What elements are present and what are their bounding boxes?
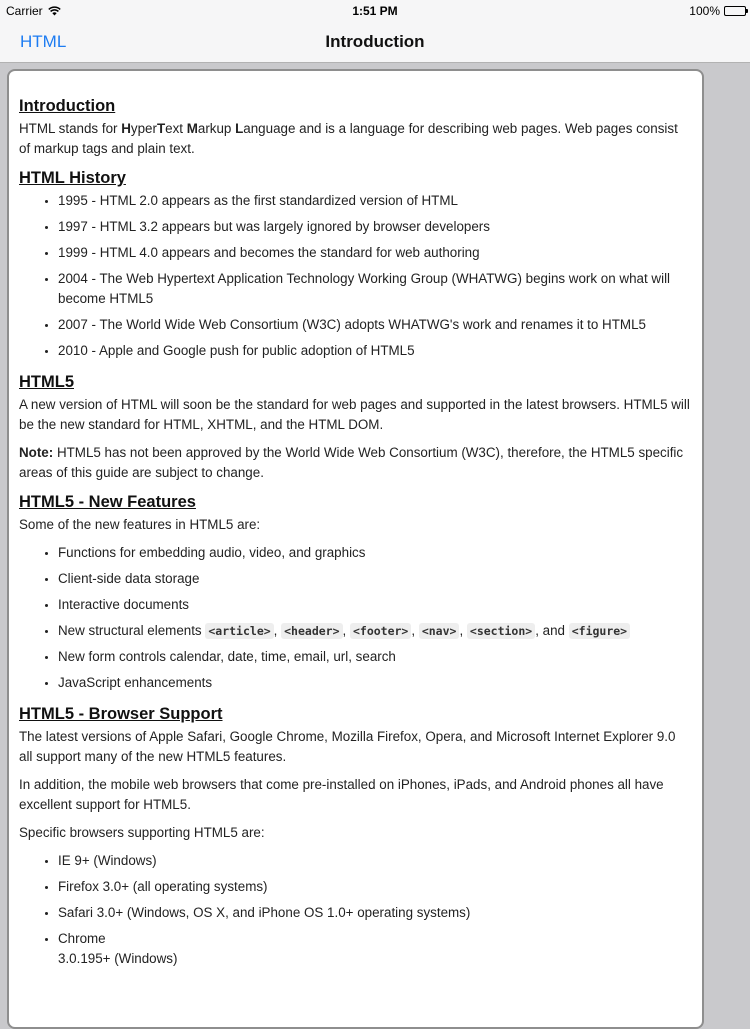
list-item: • 1995 - HTML 2.0 appears as the first standardized version of HTML — [58, 191, 692, 211]
support-paragraph-3: Specific browsers supporting HTML5 are: — [19, 825, 265, 840]
status-time: 1:51 PM — [352, 4, 398, 18]
article-content — [9, 71, 702, 969]
code-tag: <footer> — [350, 623, 411, 639]
list-item: • Safari 3.0+ (Windows, OS X, and iPhone OS 1.0+ operating systems) — [58, 903, 692, 923]
html5-heading: HTML5 — [19, 373, 74, 391]
list-item: • 2010 - Apple and Google push for public adoption of HTML5 — [58, 341, 692, 361]
status-right — [689, 4, 746, 18]
back-button[interactable]: HTML — [20, 32, 67, 51]
list-item: • Functions for embedding audio, video, and graphics — [58, 543, 692, 563]
list-item: • 2004 - The Web Hypertext Application Technology Working Group (WHATWG) begins work on what will become HTML5 — [58, 269, 692, 309]
code-tag: <header> — [281, 623, 342, 639]
list-item: • New form controls calendar, date, time, email, url, search — [58, 647, 692, 667]
page-title: Introduction — [325, 32, 425, 51]
html5-paragraph: A new version of HTML will soon be the standard for web pages and supported in the latest browsers. HTML5 will be the new standard for HTML, XHTML, and the HTML DOM. — [19, 397, 690, 432]
list-item-structural-elements: • New structural elements <article> , <header> , <footer> , <nav> , <section> , and <figure> — [58, 621, 692, 641]
history-heading: HTML History — [19, 169, 126, 187]
code-tag: <section> — [467, 623, 535, 639]
navigation-bar — [0, 22, 750, 63]
list-item-chrome: • Chrome 3.0.195+ (Windows) — [58, 929, 692, 969]
features-intro: Some of the new features in HTML5 are: — [19, 517, 261, 532]
code-tag: <figure> — [569, 623, 630, 639]
browser-list — [19, 851, 692, 969]
battery-percent: 100% — [689, 4, 720, 18]
intro-heading: Introduction — [19, 97, 116, 115]
intro-paragraph: HTML stands for HyperText Markup Language and is a language for describing web pages. Web pages consist of markup tags and plain text. — [19, 121, 678, 156]
list-item: • 1997 - HTML 3.2 appears but was largely ignored by browser developers — [58, 217, 692, 237]
content-card[interactable] — [7, 69, 704, 1029]
list-item: • Client-side data storage — [58, 569, 692, 589]
code-tag: <article> — [205, 623, 273, 639]
status-bar — [0, 0, 750, 22]
support-heading: HTML5 - Browser Support — [19, 705, 223, 723]
list-item: • Interactive documents — [58, 595, 692, 615]
html5-note: Note: HTML5 has not been approved by the World Wide Web Consortium (W3C), therefore, the HTML5 specific areas of this guide are subject to change. — [19, 445, 684, 480]
code-tag: <nav> — [419, 623, 460, 639]
note-label: Note: — [19, 445, 54, 460]
features-heading: HTML5 - New Features — [19, 493, 196, 511]
support-paragraph-1: The latest versions of Apple Safari, Google Chrome, Mozilla Firefox, Opera, and Microsoft Internet Explorer 9.0 all support many of the new HTML5 features. — [19, 729, 676, 764]
list-item: • Firefox 3.0+ (all operating systems) — [58, 877, 692, 897]
carrier-label: Carrier — [6, 4, 43, 18]
history-list — [19, 191, 692, 361]
features-list — [19, 543, 692, 693]
list-item: • JavaScript enhancements — [58, 673, 692, 693]
support-paragraph-2: In addition, the mobile web browsers that come pre-installed on iPhones, iPads, and Android phones all have excellent support for HTML5. — [19, 777, 664, 812]
list-item: • 2007 - The World Wide Web Consortium (W3C) adopts WHATWG's work and renames it to HTML5 — [58, 315, 692, 335]
list-item: • IE 9+ (Windows) — [58, 851, 692, 871]
list-item: • 1999 - HTML 4.0 appears and becomes the standard for web authoring — [58, 243, 692, 263]
battery-icon — [724, 6, 746, 16]
